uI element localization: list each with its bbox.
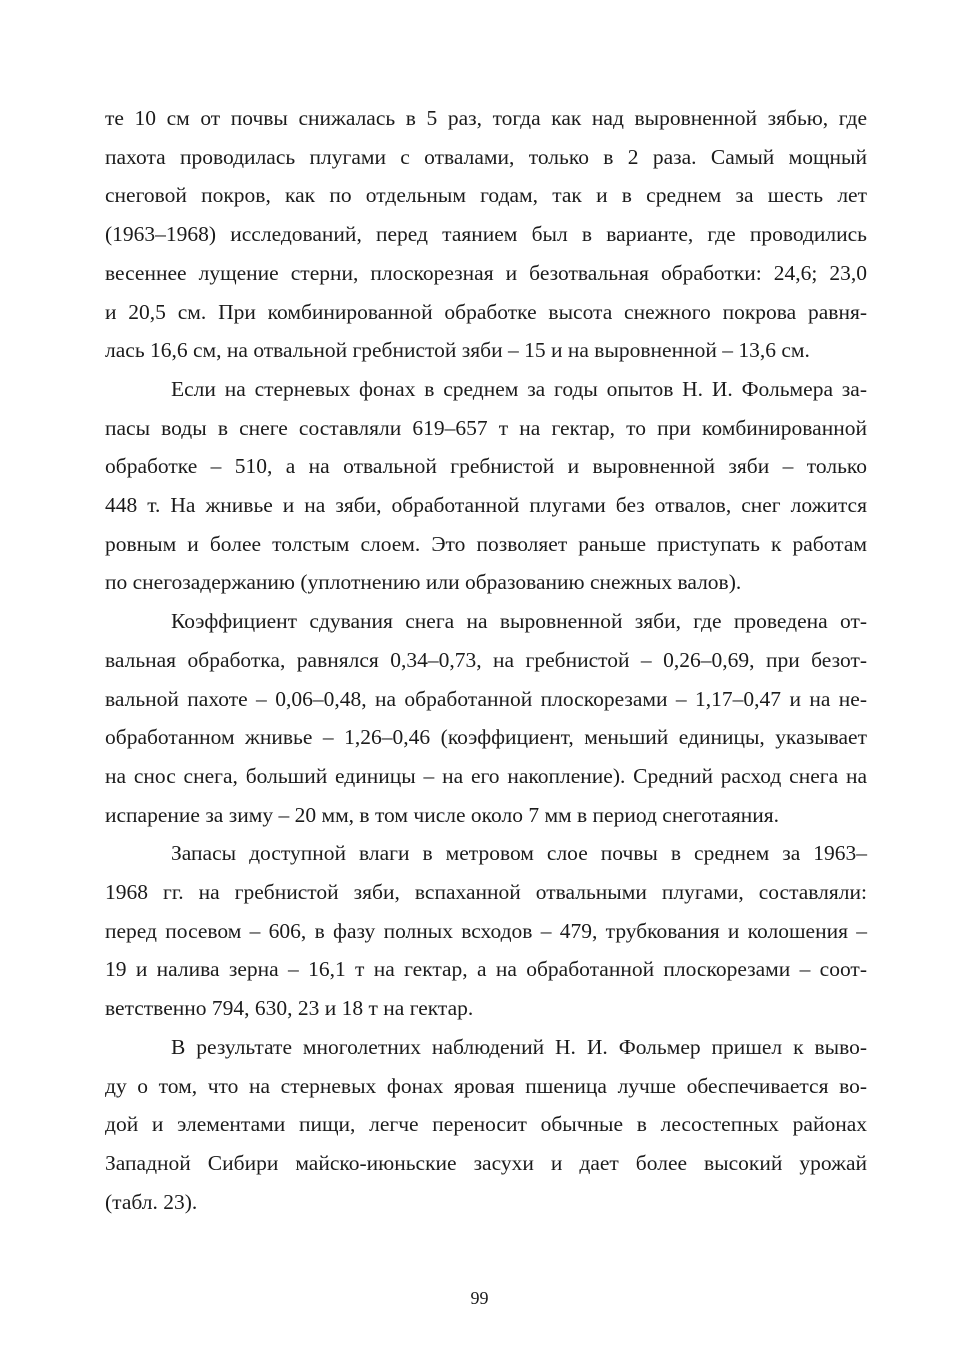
paragraph	[105, 834, 867, 1028]
text-line: на снос снега, больший единицы – на его накопление). Средний расход снега на	[105, 763, 867, 788]
body-text	[105, 99, 867, 1221]
text-line: ровным и более толстым слоем. Это позволяет раньше приступать к работам	[105, 531, 867, 556]
text-line: (табл. 23).	[105, 1189, 198, 1214]
text-line: по снегозадержанию (уплотнению или образованию снежных валов).	[105, 570, 742, 595]
text-line: испарение за зиму – 20 мм, в том числе около 7 мм в период снеготаяния.	[105, 802, 780, 827]
text-line: ветственно 794, 630, 23 и 18 т на гектар.	[105, 996, 474, 1021]
paragraph	[105, 1028, 867, 1222]
text-line: ду о том, что на стерневых фонах яровая пшеница лучше обеспечивается во-	[105, 1073, 867, 1098]
text-line: 1968 гг. на гребнистой зяби, вспаханной отвальными плугами, составляли:	[105, 880, 867, 905]
text-line: обработанном жнивье – 1,26–0,46 (коэффициент, меньший единицы, указывает	[105, 725, 867, 750]
page-number: 99	[470, 1288, 489, 1308]
text-line: Коэффициент сдувания снега на выровненной зяби, где проведена от-	[171, 609, 867, 634]
paragraph	[105, 99, 867, 370]
text-line: Если на стерневых фонах в среднем за годы опытов Н. И. Фольмера за-	[171, 376, 867, 401]
text-line: 19 и налива зерна – 16,1 т на гектар, а на обработанной плоскорезами – соот-	[105, 957, 867, 982]
text-line: те 10 см от почвы снижалась в 5 раз, тогда как над выровненной зябью, где	[105, 106, 867, 130]
text-line: перед посевом – 606, в фазу полных всходов – 479, трубкования и колошения –	[105, 918, 867, 943]
text-line: В результате многолетних наблюдений Н. И. Фольмер пришел к выво-	[171, 1034, 867, 1059]
text-line: обработке – 510, а на отвальной гребнистой и выровненной зяби – только	[105, 454, 867, 479]
paragraph	[105, 370, 867, 602]
text-line: снеговой покров, как по отдельным годам, так и в среднем за шесть лет	[105, 183, 867, 208]
text-line: весеннее лущение стерни, плоскорезная и безотвальная обработки: 24,6; 23,0	[105, 260, 867, 285]
paragraph	[105, 602, 867, 834]
text-line: и 20,5 см. При комбинированной обработке высота снежного покрова равня-	[105, 299, 867, 324]
text-line: Запасы доступной влаги в метровом слое почвы в среднем за 1963–	[171, 841, 867, 866]
text-line: пасы воды в снеге составляли 619–657 т на гектар, то при комбинированной	[105, 415, 867, 440]
text-line: дой и элементами пищи, легче переносит обычные в лесостепных районах	[105, 1112, 867, 1137]
text-line: вальная обработка, равнялся 0,34–0,73, на гребнистой – 0,26–0,69, при безот-	[105, 647, 867, 672]
text-line: пахота проводилась плугами с отвалами, только в 2 раза. Самый мощный	[105, 144, 867, 169]
text-line: 448 т. На жнивье и на зяби, обработанной плугами без отвалов, снег ложится	[105, 493, 867, 518]
text-line: Западной Сибири майско-июньские засухи и дает более высокий урожай	[105, 1150, 867, 1175]
text-line: лась 16,6 см, на отвальной гребнистой зяби – 15 и на выровненной – 13,6 см.	[105, 338, 810, 363]
text-line: вальной пахоте – 0,06–0,48, на обработанной плоскорезами – 1,17–0,47 и на не-	[105, 686, 867, 711]
text-line: (1963–1968) исследований, перед таянием был в варианте, где проводились	[105, 222, 867, 247]
